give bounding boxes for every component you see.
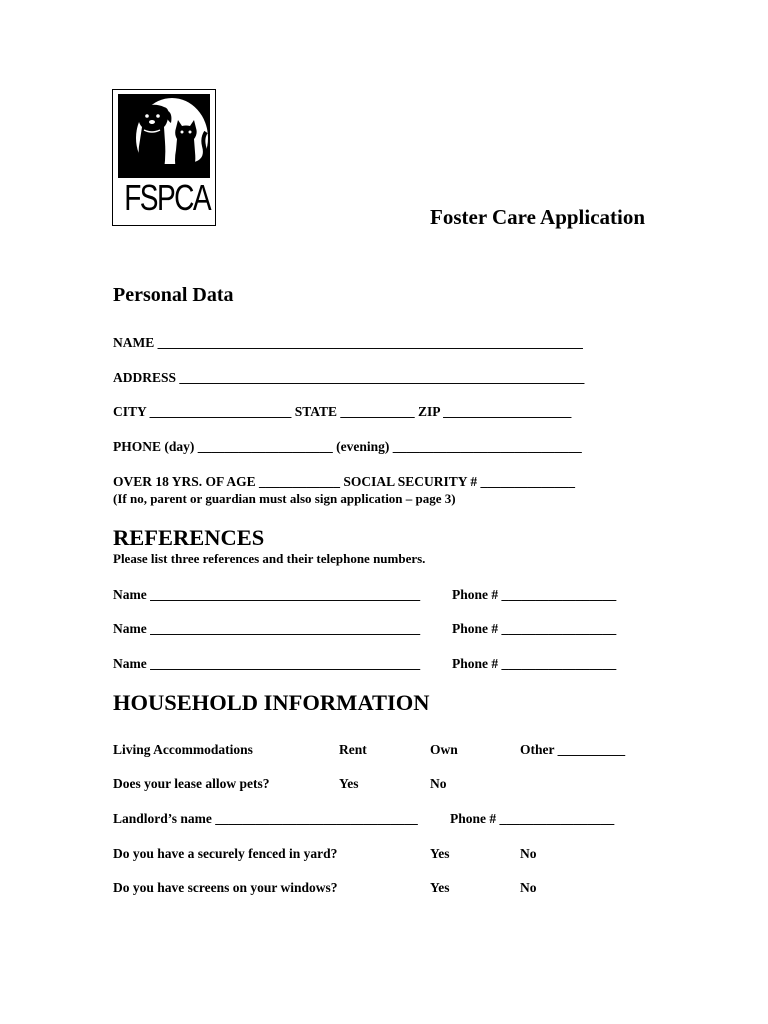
lease-pets-label: Does your lease allow pets? bbox=[113, 776, 270, 791]
fenced-yes-option[interactable]: Yes bbox=[430, 846, 450, 861]
references-intro: Please list three references and their telephone numbers. bbox=[113, 551, 426, 566]
landlord-phone-field[interactable]: Phone # _________________ bbox=[450, 811, 615, 826]
reference-phone-field[interactable]: Phone # _________________ bbox=[452, 587, 617, 602]
references-heading: REFERENCES bbox=[113, 525, 265, 550]
other-option-field[interactable]: Other __________ bbox=[520, 742, 626, 757]
living-accommodations-label: Living Accommodations bbox=[113, 742, 253, 757]
reference-name-field[interactable]: Name ________________________________________ bbox=[113, 621, 421, 636]
reference-phone-field[interactable]: Phone # _________________ bbox=[452, 621, 617, 636]
fspca-logo bbox=[112, 89, 216, 226]
personal-data-heading: Personal Data bbox=[113, 284, 234, 306]
reference-phone-field[interactable]: Phone # _________________ bbox=[452, 656, 617, 671]
page-title: Foster Care Application bbox=[430, 205, 646, 229]
logo-text: FSPCA bbox=[124, 177, 211, 218]
age-ssn-field[interactable]: OVER 18 YRS. OF AGE ____________ SOCIAL SECURITY # ______________ bbox=[113, 474, 576, 489]
fenced-yard-label: Do you have a securely fenced in yard? bbox=[113, 846, 338, 861]
reference-name-field[interactable]: Name ________________________________________ bbox=[113, 656, 421, 671]
name-field[interactable]: NAME _______________________________________________________________ bbox=[113, 335, 583, 350]
reference-name-field[interactable]: Name ________________________________________ bbox=[113, 587, 421, 602]
lease-yes-option[interactable]: Yes bbox=[339, 776, 359, 791]
household-heading: HOUSEHOLD INFORMATION bbox=[113, 690, 430, 715]
dog-and-cat-logo-icon bbox=[118, 94, 210, 178]
screens-yes-option[interactable]: Yes bbox=[430, 880, 450, 895]
guardian-note: (If no, parent or guardian must also sign application – page 3) bbox=[113, 491, 456, 506]
address-field[interactable]: ADDRESS ____________________________________________________________ bbox=[113, 370, 585, 385]
landlord-name-field[interactable]: Landlord’s name ______________________________ bbox=[113, 811, 418, 826]
lease-no-option[interactable]: No bbox=[430, 776, 447, 791]
city-state-zip-field[interactable]: CITY _____________________ STATE ___________ ZIP ___________________ bbox=[113, 404, 572, 419]
own-option[interactable]: Own bbox=[430, 742, 458, 757]
rent-option[interactable]: Rent bbox=[339, 742, 367, 757]
window-screens-label: Do you have screens on your windows? bbox=[113, 880, 338, 895]
screens-no-option[interactable]: No bbox=[520, 880, 537, 895]
fenced-no-option[interactable]: No bbox=[520, 846, 537, 861]
phone-field[interactable]: PHONE (day) ____________________ (evening) ____________________________ bbox=[113, 439, 582, 454]
